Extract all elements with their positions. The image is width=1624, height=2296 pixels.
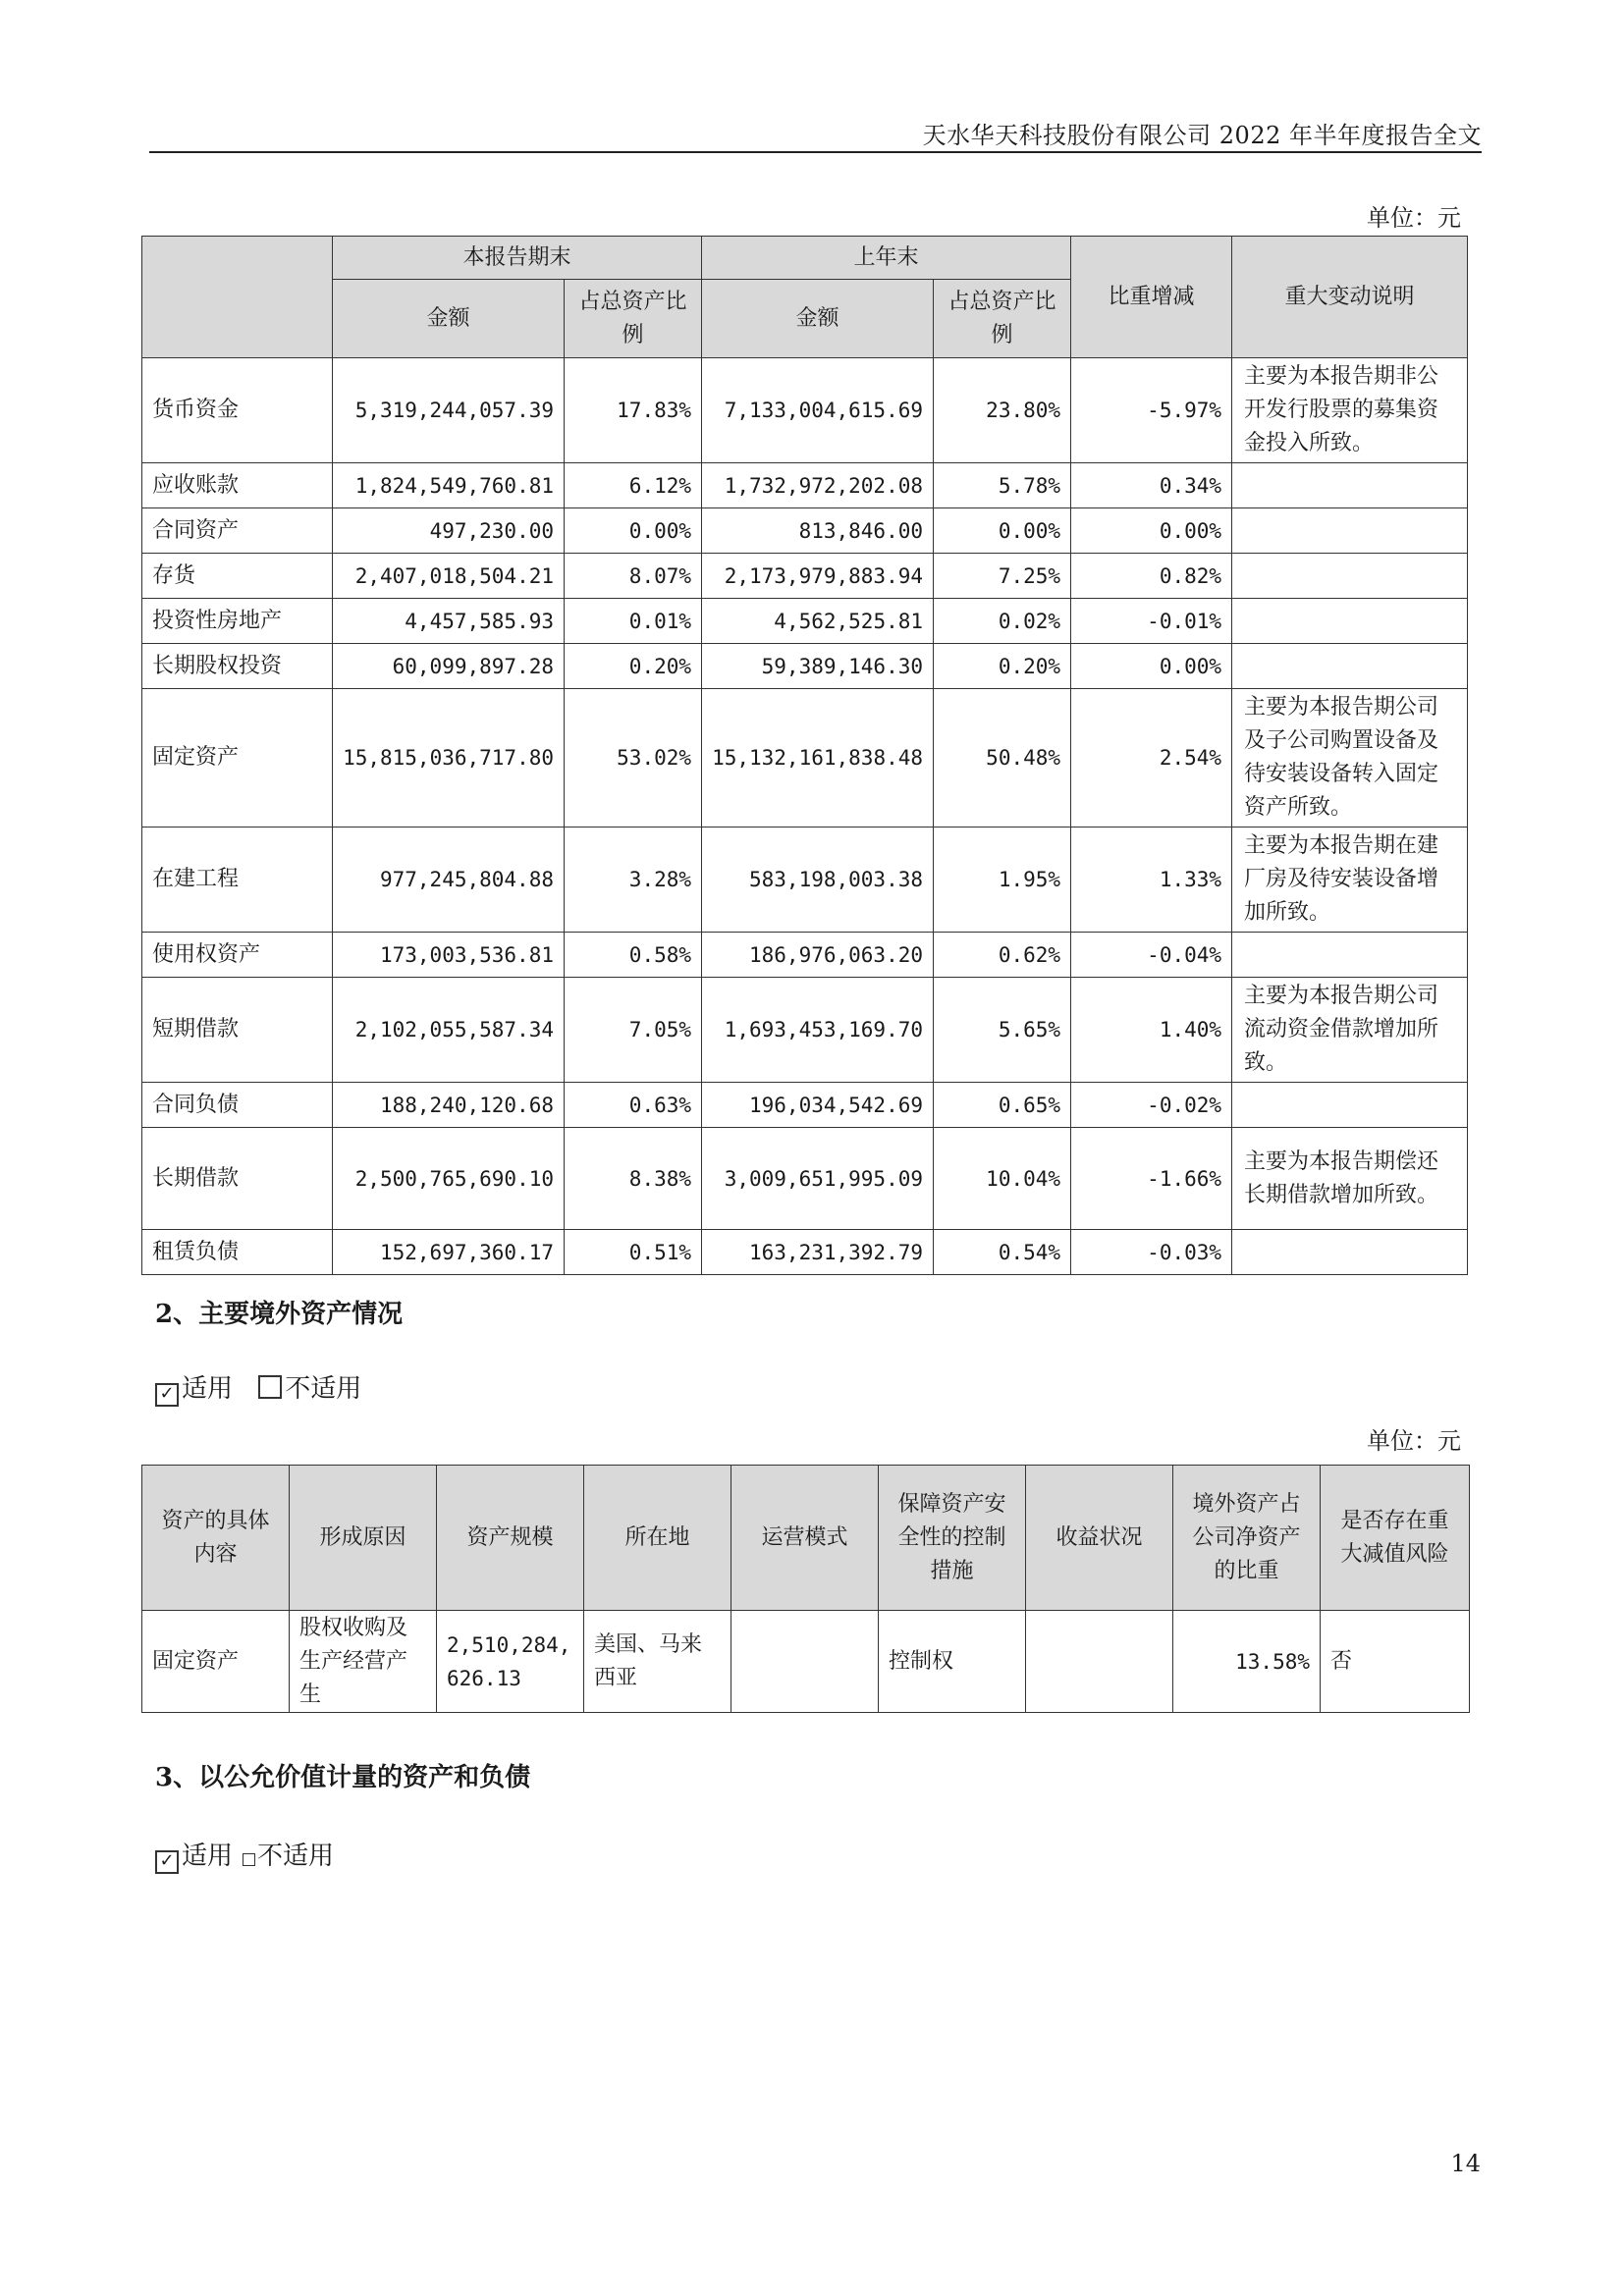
cell-current-ratio: 0.01%: [565, 599, 702, 644]
cell-prior-ratio: 10.04%: [934, 1128, 1071, 1230]
cell-prior-amount: 4,562,525.81: [702, 599, 934, 644]
cell-prior-ratio: 0.54%: [934, 1230, 1071, 1275]
cell-current-amount: 4,457,585.93: [333, 599, 565, 644]
cell-ratio-change: -0.03%: [1071, 1230, 1232, 1275]
overseas-header-1: 形成原因: [290, 1466, 437, 1611]
checked-box-icon: ✓: [155, 1383, 179, 1407]
applicable-label: 适用: [182, 1842, 234, 1871]
cell-item: 长期股权投资: [142, 644, 333, 689]
cell-current-ratio: 7.05%: [565, 978, 702, 1083]
cell-item: 长期借款: [142, 1128, 333, 1230]
header-prior-ratio: 占总资产比例: [934, 280, 1071, 358]
applicable-label: 适用: [182, 1374, 234, 1404]
cell-current-ratio: 6.12%: [565, 463, 702, 508]
header-prior-amount: 金额: [702, 280, 934, 358]
cell-explanation: [1232, 1083, 1468, 1128]
cell-prior-amount: 813,846.00: [702, 508, 934, 554]
cell-prior-ratio: 23.80%: [934, 358, 1071, 463]
cell-explanation: [1232, 644, 1468, 689]
cell-prior-ratio: 5.78%: [934, 463, 1071, 508]
cell-ratio: 13.58%: [1173, 1611, 1321, 1713]
cell-item: 货币资金: [142, 358, 333, 463]
table-row: [142, 463, 1468, 508]
overseas-header-4: 运营模式: [731, 1466, 879, 1611]
cell-control: 控制权: [879, 1611, 1026, 1713]
asset-change-table: [141, 236, 1468, 1275]
cell-prior-amount: 59,389,146.30: [702, 644, 934, 689]
not-applicable-label: 不适用: [285, 1374, 362, 1404]
cell-current-amount: 60,099,897.28: [333, 644, 565, 689]
cell-ratio-change: -5.97%: [1071, 358, 1232, 463]
table-row: [142, 933, 1468, 978]
cell-item: 在建工程: [142, 828, 333, 933]
section-2-heading: 2、主要境外资产情况: [155, 1300, 404, 1329]
not-applicable-label: 不适用: [257, 1842, 335, 1871]
cell-current-amount: 977,245,804.88: [333, 828, 565, 933]
cell-prior-ratio: 0.62%: [934, 933, 1071, 978]
cell-scale: 2,510,284,626.13: [437, 1611, 584, 1713]
header-prior-year-end: 上年末: [702, 237, 1071, 280]
cell-current-ratio: 0.00%: [565, 508, 702, 554]
header-divider: [149, 151, 1482, 153]
table2-unit: 单位：元: [1367, 1427, 1461, 1455]
overseas-asset-row: [142, 1611, 1470, 1713]
asset-change-table-body: [142, 358, 1468, 1275]
cell-item: 租赁负债: [142, 1230, 333, 1275]
cell-current-amount: 2,102,055,587.34: [333, 978, 565, 1083]
cell-prior-amount: 1,693,453,169.70: [702, 978, 934, 1083]
overseas-header-6: 收益状况: [1026, 1466, 1173, 1611]
cell-ratio-change: 0.00%: [1071, 508, 1232, 554]
cell-current-amount: 152,697,360.17: [333, 1230, 565, 1275]
table-row: [142, 358, 1468, 463]
cell-prior-amount: 3,009,651,995.09: [702, 1128, 934, 1230]
cell-current-amount: 5,319,244,057.39: [333, 358, 565, 463]
overseas-header-0: 资产的具体内容: [142, 1466, 290, 1611]
header-current-period: 本报告期末: [333, 237, 702, 280]
cell-explanation: [1232, 508, 1468, 554]
cell-prior-amount: 15,132,161,838.48: [702, 689, 934, 828]
checked-box-icon: ✓: [155, 1850, 179, 1874]
cell-current-amount: 188,240,120.68: [333, 1083, 565, 1128]
cell-prior-amount: 7,133,004,615.69: [702, 358, 934, 463]
cell-income: [1026, 1611, 1173, 1713]
overseas-header-7: 境外资产占公司净资产的比重: [1173, 1466, 1321, 1611]
cell-content: 固定资产: [142, 1611, 290, 1713]
cell-item: 合同负债: [142, 1083, 333, 1128]
cell-current-ratio: 17.83%: [565, 358, 702, 463]
section-3-heading: 3、以公允价值计量的资产和负债: [155, 1763, 531, 1792]
page-header-title: 天水华天科技股份有限公司 2022 年半年度报告全文: [922, 122, 1482, 149]
cell-item: 应收账款: [142, 463, 333, 508]
cell-current-ratio: 0.20%: [565, 644, 702, 689]
overseas-header-5: 保障资产安全性的控制措施: [879, 1466, 1026, 1611]
cell-prior-amount: 163,231,392.79: [702, 1230, 934, 1275]
header-ratio-change: 比重增减: [1071, 237, 1232, 358]
table-row: [142, 1083, 1468, 1128]
cell-prior-ratio: 0.00%: [934, 508, 1071, 554]
unchecked-box-icon: [243, 1853, 255, 1866]
cell-item: 合同资产: [142, 508, 333, 554]
table1-unit: 单位：元: [1367, 204, 1461, 232]
section-3-applicability: [155, 1836, 334, 1874]
table-row: [142, 644, 1468, 689]
cell-item: 存货: [142, 554, 333, 599]
cell-item: 短期借款: [142, 978, 333, 1083]
cell-ratio-change: 1.33%: [1071, 828, 1232, 933]
cell-current-amount: 2,407,018,504.21: [333, 554, 565, 599]
cell-prior-ratio: 50.48%: [934, 689, 1071, 828]
cell-item: 投资性房地产: [142, 599, 333, 644]
table-row: [142, 828, 1468, 933]
cell-prior-ratio: 1.95%: [934, 828, 1071, 933]
cell-current-ratio: 0.58%: [565, 933, 702, 978]
cell-item: 固定资产: [142, 689, 333, 828]
cell-item: 使用权资产: [142, 933, 333, 978]
table-row: [142, 1230, 1468, 1275]
cell-explanation: [1232, 933, 1468, 978]
table-row: [142, 554, 1468, 599]
overseas-header-8: 是否存在重大减值风险: [1321, 1466, 1470, 1611]
cell-ratio-change: -0.04%: [1071, 933, 1232, 978]
section-2-applicability: [155, 1368, 361, 1407]
cell-explanation: [1232, 463, 1468, 508]
cell-current-ratio: 0.51%: [565, 1230, 702, 1275]
cell-explanation: [1232, 554, 1468, 599]
cell-explanation: 主要为本报告期公司及子公司购置设备及待安装设备转入固定资产所致。: [1232, 689, 1468, 828]
unchecked-box-icon: [258, 1375, 282, 1399]
cell-prior-ratio: 7.25%: [934, 554, 1071, 599]
cell-ratio-change: 0.82%: [1071, 554, 1232, 599]
table-row: [142, 978, 1468, 1083]
table-row: [142, 689, 1468, 828]
cell-current-amount: 15,815,036,717.80: [333, 689, 565, 828]
cell-ratio-change: -1.66%: [1071, 1128, 1232, 1230]
cell-current-amount: 173,003,536.81: [333, 933, 565, 978]
cell-prior-amount: 186,976,063.20: [702, 933, 934, 978]
cell-explanation: 主要为本报告期偿还长期借款增加所致。: [1232, 1128, 1468, 1230]
cell-current-ratio: 8.38%: [565, 1128, 702, 1230]
cell-explanation: 主要为本报告期在建厂房及待安装设备增加所致。: [1232, 828, 1468, 933]
cell-current-ratio: 3.28%: [565, 828, 702, 933]
cell-prior-ratio: 0.65%: [934, 1083, 1071, 1128]
cell-ratio-change: -0.02%: [1071, 1083, 1232, 1128]
cell-current-ratio: 0.63%: [565, 1083, 702, 1128]
cell-current-amount: 1,824,549,760.81: [333, 463, 565, 508]
cell-prior-ratio: 5.65%: [934, 978, 1071, 1083]
cell-explanation: 主要为本报告期非公开发行股票的募集资金投入所致。: [1232, 358, 1468, 463]
cell-current-ratio: 53.02%: [565, 689, 702, 828]
cell-prior-amount: 2,173,979,883.94: [702, 554, 934, 599]
header-current-ratio: 占总资产比例: [565, 280, 702, 358]
cell-explanation: [1232, 1230, 1468, 1275]
page-number: 14: [1450, 2150, 1481, 2177]
table-row: [142, 599, 1468, 644]
cell-current-ratio: 8.07%: [565, 554, 702, 599]
cell-ratio-change: 1.40%: [1071, 978, 1232, 1083]
header-current-amount: 金额: [333, 280, 565, 358]
header-explanation: 重大变动说明: [1232, 237, 1468, 358]
overseas-header-2: 资产规模: [437, 1466, 584, 1611]
cell-explanation: 主要为本报告期公司流动资金借款增加所致。: [1232, 978, 1468, 1083]
cell-current-amount: 2,500,765,690.10: [333, 1128, 565, 1230]
overseas-header-3: 所在地: [584, 1466, 731, 1611]
cell-location: 美国、马来西亚: [584, 1611, 731, 1713]
cell-ratio-change: 0.34%: [1071, 463, 1232, 508]
cell-reason: 股权收购及生产经营产生: [290, 1611, 437, 1713]
cell-prior-ratio: 0.20%: [934, 644, 1071, 689]
cell-current-amount: 497,230.00: [333, 508, 565, 554]
table-row: [142, 1128, 1468, 1230]
cell-prior-amount: 1,732,972,202.08: [702, 463, 934, 508]
cell-risk: 否: [1321, 1611, 1470, 1713]
cell-ratio-change: 2.54%: [1071, 689, 1232, 828]
cell-explanation: [1232, 599, 1468, 644]
cell-prior-amount: 196,034,542.69: [702, 1083, 934, 1128]
cell-mode: [731, 1611, 879, 1713]
cell-ratio-change: -0.01%: [1071, 599, 1232, 644]
cell-prior-amount: 583,198,003.38: [702, 828, 934, 933]
header-item: [142, 237, 333, 358]
cell-ratio-change: 0.00%: [1071, 644, 1232, 689]
table-row: [142, 508, 1468, 554]
overseas-asset-table: [141, 1465, 1470, 1713]
cell-prior-ratio: 0.02%: [934, 599, 1071, 644]
